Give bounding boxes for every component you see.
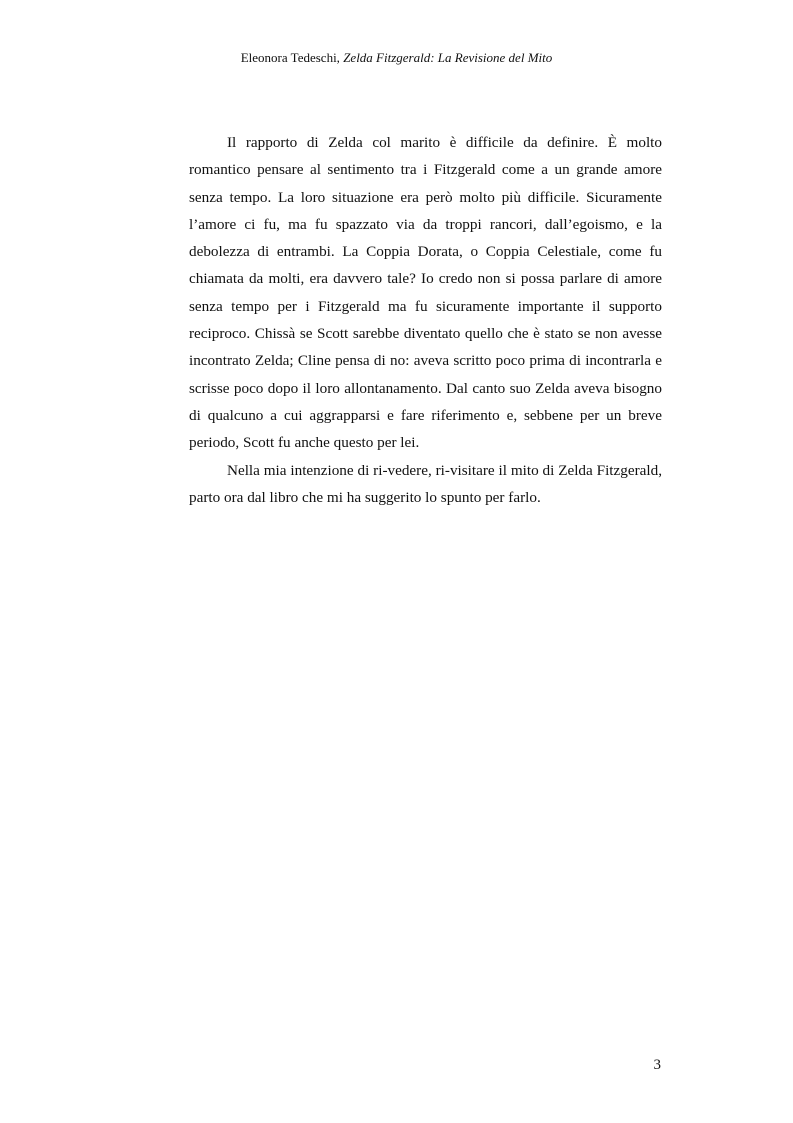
header-author: Eleonora Tedeschi, — [240, 50, 344, 65]
page-number: 3 — [653, 1057, 661, 1073]
body-text — [189, 129, 662, 511]
header-title: Zelda Fitzgerald: La Revisione del Mito — [343, 50, 553, 65]
paragraph-2: Nella mia intenzione di ri-vedere, ri-visitare il mito di Zelda Fitzgerald, parto ora dal libro che mi ha suggerito lo spunto per farlo. — [189, 461, 662, 506]
running-header — [0, 49, 793, 67]
paragraph-1: Il rapporto di Zelda col marito è difficile da definire. È molto romantico pensare al sentimento tra i Fitzgerald come a un grande amore senza tempo. La loro situazione era però molto più difficile. Sicuramente l’amore ci fu, ma fu spazzato via da troppi rancori, dall’egoismo, e la debolezza di entrambi. La Coppia Dorata, o Coppia Celestiale, come fu chiamata da molti, era davvero tale? Io credo non si possa parlare di amore senza tempo per i Fitzgerald ma fu sicuramente importante il supporto reciproco. Chissà se Scott sarebbe diventato quello che è stato se non avesse incontrato Zelda; Cline pensa di no: aveva scritto poco prima di incontrarla e scrisse poco dopo il loro allontanamento. Dal canto suo Zelda aveva bisogno di qualcuno a cui aggrapparsi e fare riferimento e, sebbene per un breve periodo, Scott fu anche questo per lei. — [189, 134, 662, 452]
